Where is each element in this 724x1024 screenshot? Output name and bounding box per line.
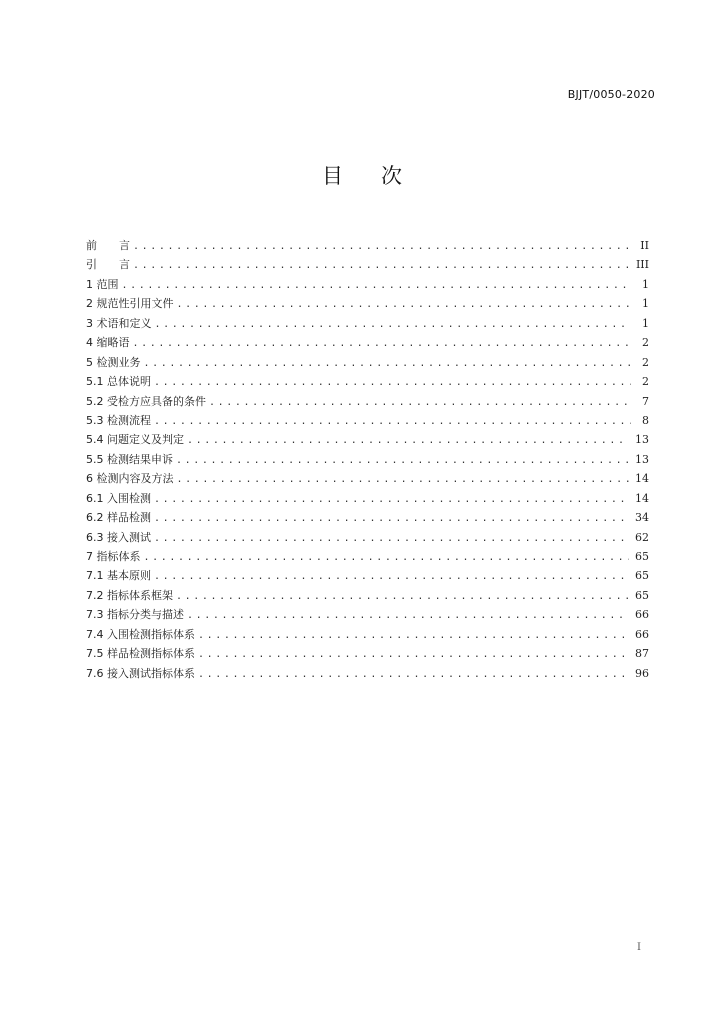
toc-entry-label: 5.1 总体说明 [86, 372, 154, 391]
toc-entry-page: 66 [635, 627, 649, 641]
toc-entry-label: 4 缩略语 [86, 333, 133, 352]
toc-entry-label: 5.5 检测结果申诉 [86, 450, 176, 469]
toc-title-char-2: 次 [381, 164, 402, 188]
toc-entry-label: 7.4 入围检测指标体系 [86, 625, 198, 644]
toc-entry-label: 7.2 指标体系框架 [86, 586, 176, 605]
toc-entry[interactable] [86, 333, 649, 352]
toc-entry-label: 前 言 [86, 236, 133, 255]
toc-entry-page: 62 [635, 530, 649, 544]
toc-entry-page: 14 [635, 491, 649, 505]
toc-leader-dots [154, 567, 629, 586]
toc-entry-label: 7.1 基本原则 [86, 566, 154, 585]
toc-entry[interactable] [86, 508, 649, 527]
toc-entry[interactable] [86, 411, 649, 430]
toc-entry-page: 7 [642, 394, 649, 408]
toc-leader-dots [154, 490, 629, 509]
toc-entry-page: 66 [635, 608, 649, 622]
toc-entry-page: 14 [635, 472, 649, 486]
toc-leader-dots [198, 626, 629, 645]
toc-leader-dots [154, 529, 629, 548]
toc-entry-page: 2 [642, 336, 649, 350]
toc-entry-page: 1 [642, 277, 649, 291]
toc-leader-dots [155, 315, 632, 334]
toc-entry-label: 6 检测内容及方法 [86, 469, 177, 488]
toc-leader-dots [198, 645, 629, 664]
toc-entry-page: 8 [642, 413, 649, 427]
toc-leader-dots [154, 373, 631, 392]
toc-entry-page: 1 [642, 316, 649, 330]
toc-leader-dots [133, 334, 632, 353]
toc-entry-page: 34 [635, 511, 649, 525]
toc-entry-page: 1 [642, 297, 649, 311]
toc-entry-label: 6.3 接入测试 [86, 528, 154, 547]
toc-title [0, 160, 724, 190]
toc-leader-dots [177, 470, 630, 489]
toc-entry[interactable] [86, 547, 649, 566]
toc-leader-dots [133, 256, 630, 275]
toc-leader-dots [209, 393, 631, 412]
toc-entry-label: 5.2 受检方应具备的条件 [86, 392, 209, 411]
toc-entry[interactable] [86, 255, 649, 274]
toc-entry-page: 65 [635, 569, 649, 583]
toc-title-char-1: 目 [322, 164, 343, 188]
toc-entry-page: II [640, 239, 649, 252]
toc-entry[interactable] [86, 489, 649, 508]
toc-entry[interactable] [86, 314, 649, 333]
toc-entry-page: 2 [642, 375, 649, 389]
toc-leader-dots [187, 431, 629, 450]
toc-entry[interactable] [86, 566, 649, 585]
toc-entry-label: 7.6 接入测试指标体系 [86, 664, 198, 683]
toc-entry-label: 5 检测业务 [86, 353, 144, 372]
toc-entry-page: 65 [635, 588, 649, 602]
toc-entry-label: 5.4 问题定义及判定 [86, 430, 187, 449]
toc-entry-label: 3 术语和定义 [86, 314, 155, 333]
toc-leader-dots [176, 451, 629, 470]
toc-entry-label: 2 规范性引用文件 [86, 294, 177, 313]
toc-entry-page: 2 [642, 355, 649, 369]
toc-entry[interactable] [86, 275, 649, 294]
toc-leader-dots [154, 509, 629, 528]
toc-entry-page: III [635, 258, 649, 272]
toc-leader-dots [198, 665, 629, 684]
toc-leader-dots [187, 606, 629, 625]
toc-entry[interactable] [86, 644, 649, 663]
toc-leader-dots [122, 276, 632, 295]
toc-entry[interactable] [86, 586, 649, 605]
toc-entry-label: 7.5 样品检测指标体系 [86, 644, 198, 663]
toc-leader-dots [144, 548, 630, 567]
toc-entry[interactable] [86, 469, 649, 488]
toc-entry-label: 1 范围 [86, 275, 122, 294]
toc-entry[interactable] [86, 372, 649, 391]
toc-entry[interactable] [86, 294, 649, 313]
toc-entry[interactable] [86, 664, 649, 683]
toc-entry[interactable] [86, 430, 649, 449]
table-of-contents [86, 236, 649, 683]
toc-entry[interactable] [86, 605, 649, 624]
toc-leader-dots [144, 354, 632, 373]
document-code: BJJT/0050-2020 [567, 88, 655, 101]
toc-entry-page: 87 [635, 647, 649, 661]
toc-leader-dots [133, 237, 631, 256]
toc-entry-page: 13 [635, 452, 649, 466]
toc-entry[interactable] [86, 528, 649, 547]
toc-leader-dots [176, 587, 629, 606]
toc-entry-label: 引 言 [86, 255, 133, 274]
toc-entry[interactable] [86, 353, 649, 372]
toc-entry-label: 7.3 指标分类与描述 [86, 605, 187, 624]
toc-entry[interactable] [86, 236, 649, 255]
toc-entry-page: 13 [635, 433, 649, 447]
toc-entry-label: 6.2 样品检测 [86, 508, 154, 527]
toc-entry-label: 5.3 检测流程 [86, 411, 154, 430]
toc-entry[interactable] [86, 450, 649, 469]
toc-entry-label: 7 指标体系 [86, 547, 144, 566]
toc-entry-page: 96 [635, 666, 649, 680]
toc-entry[interactable] [86, 625, 649, 644]
toc-entry-label: 6.1 入围检测 [86, 489, 154, 508]
toc-leader-dots [177, 295, 632, 314]
toc-entry-page: 65 [635, 550, 649, 563]
toc-leader-dots [154, 412, 631, 431]
page-number: I [637, 942, 641, 953]
toc-entry[interactable] [86, 392, 649, 411]
